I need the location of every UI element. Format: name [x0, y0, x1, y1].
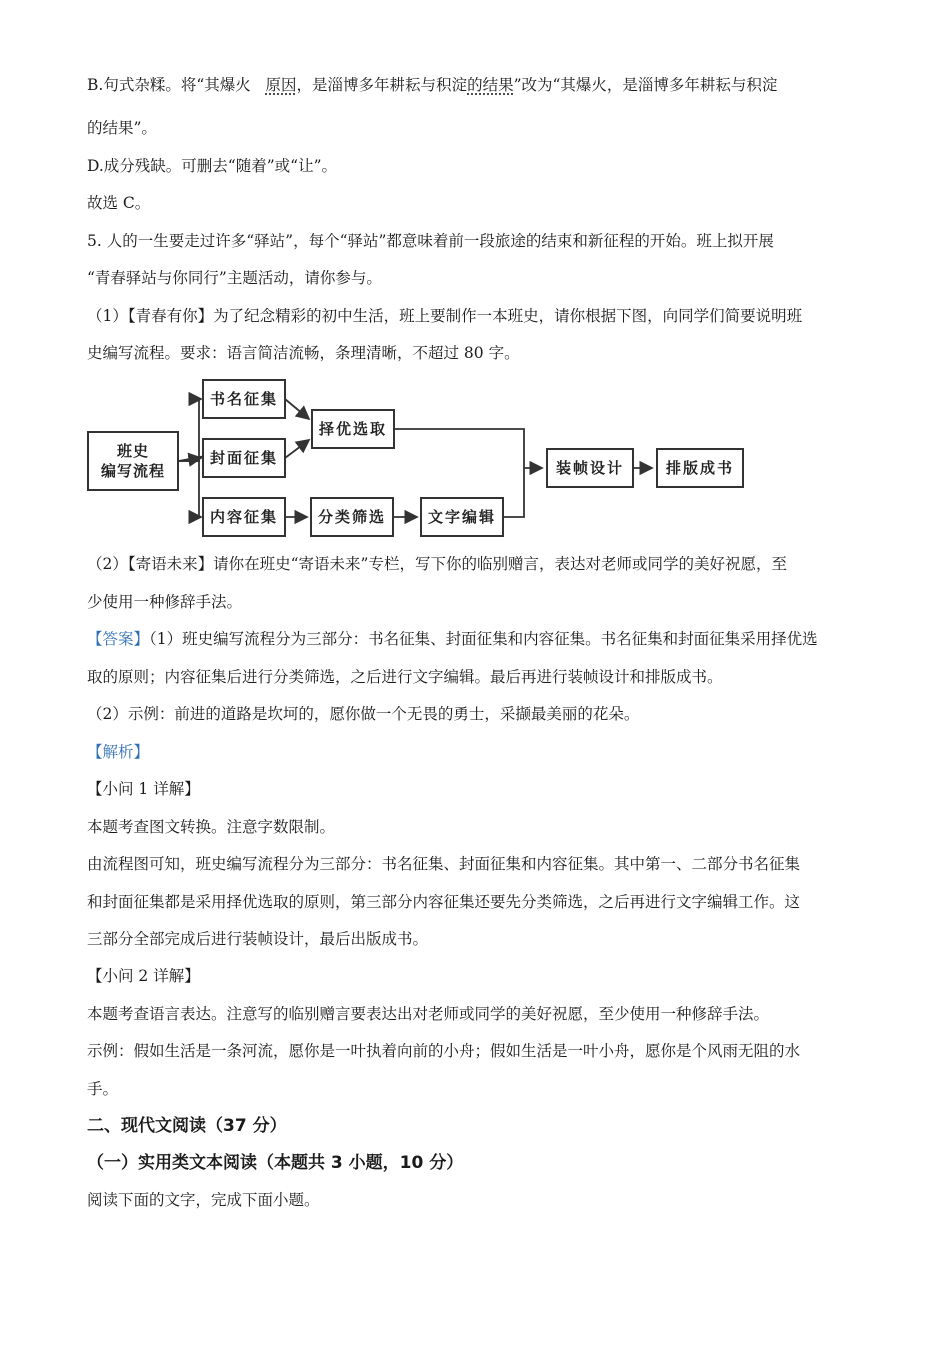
flow-node-title-collect: 书名征集: [202, 379, 286, 419]
flow-node-label: 编写流程: [100, 462, 165, 480]
text-span: B.句式杂糅。将“其爆火: [87, 76, 251, 94]
text-line: “青春驿站与你同行”主题活动，请你参与。: [87, 269, 382, 287]
flowchart: [87, 376, 747, 542]
answer-tag: 【答案】: [87, 630, 150, 648]
text-span: （1）班史编写流程分为三部分：书名征集、封面征集和内容征集。书名征集和封面征集采用择优选: [149, 630, 818, 648]
text-line: 三部分全部完成后进行装帧设计，最后出版成书。: [87, 930, 429, 948]
text-line: 示例：假如生活是一条河流，愿你是一叶执着向前的小舟；假如生活是一叶小舟，愿你是个风雨无阻的水: [87, 1042, 801, 1060]
text-line: 阅读下面的文字，完成下面小题。: [87, 1191, 320, 1209]
text-line: 少使用一种修辞手法。: [87, 593, 243, 611]
flow-node-label: 班史: [116, 442, 149, 460]
flow-node-classify: 分类筛选: [310, 497, 394, 537]
subsection-heading: （一）实用类文本阅读（本题共 3 小题，10 分）: [87, 1153, 464, 1173]
text-line: 故选 C。: [87, 194, 151, 212]
subquestion-1-text: （1）【青春有你】为了纪念精彩的初中生活，班上要制作一本班史，请你根据下图，向同学们简要说明班: [87, 307, 803, 325]
flowchart-connectors: [87, 376, 747, 542]
text-line: 本题考查图文转换。注意字数限制。: [87, 818, 336, 836]
text-line: [87, 75, 777, 95]
text-line: 史编写流程。要求：语言简洁流畅，条理清晰，不超过 80 字。: [87, 344, 520, 362]
subquestion-2-detail-heading: 【小问 2 详解】: [87, 967, 200, 985]
text-line: D.成分残缺。可删去“随着”或“让”。: [87, 157, 337, 175]
flow-node-cover-collect: 封面征集: [202, 438, 286, 478]
answer-line: [87, 629, 818, 649]
flow-node-edit-text: 文字编辑: [420, 497, 504, 537]
text-line: （2）示例：前进的道路是坎坷的，愿你做一个无畏的勇士，采撷最美丽的花朵。: [87, 705, 640, 723]
flow-node-binding-design: 装帧设计: [546, 448, 634, 488]
text-line: 本题考查语言表达。注意写的临别赠言要表达出对老师或同学的美好祝愿，至少使用一种修辞手法。: [87, 1005, 770, 1023]
text-line: 由流程图可知，班史编写流程分为三部分：书名征集、封面征集和内容征集。其中第一、二部分书名征集: [87, 855, 801, 873]
emphasized-text: 原因: [265, 76, 297, 94]
flow-node-content-collect: 内容征集: [202, 497, 286, 537]
text-span: ，是淄博多年耕耘与积淀: [296, 76, 468, 94]
analysis-tag: 【解析】: [87, 743, 150, 761]
text-line: 和封面征集都是采用择优选取的原则，第三部分内容征集还要先分类筛选，之后再进行文字编辑工作。这: [87, 893, 801, 911]
emphasized-text: 的结果: [467, 76, 514, 94]
flow-node-select-best: 择优选取: [311, 409, 395, 449]
subquestion-1-detail-heading: 【小问 1 详解】: [87, 780, 200, 798]
text-line: 的结果”。: [87, 119, 157, 137]
subquestion-2-text: （2）【寄语未来】请你在班史“寄语未来”专栏，写下你的临别赠言，表达对老师或同学的美好祝愿，至: [87, 555, 787, 573]
text-line: 手。: [87, 1080, 119, 1098]
flow-node-layout-book: 排版成书: [656, 448, 744, 488]
section-heading: 二、现代文阅读（37 分）: [87, 1116, 287, 1136]
text-span: ”改为“其爆火，是淄博多年耕耘与积淀: [513, 76, 778, 94]
text-line: 取的原则；内容征集后进行分类筛选，之后进行文字编辑。最后再进行装帧设计和排版成书。: [87, 668, 723, 686]
question-5-text: 5. 人的一生要走过许多“驿站”，每个“驿站”都意味着前一段旅途的结束和新征程的开始。班上拟开展: [87, 232, 774, 250]
flow-node-start: [87, 431, 179, 491]
